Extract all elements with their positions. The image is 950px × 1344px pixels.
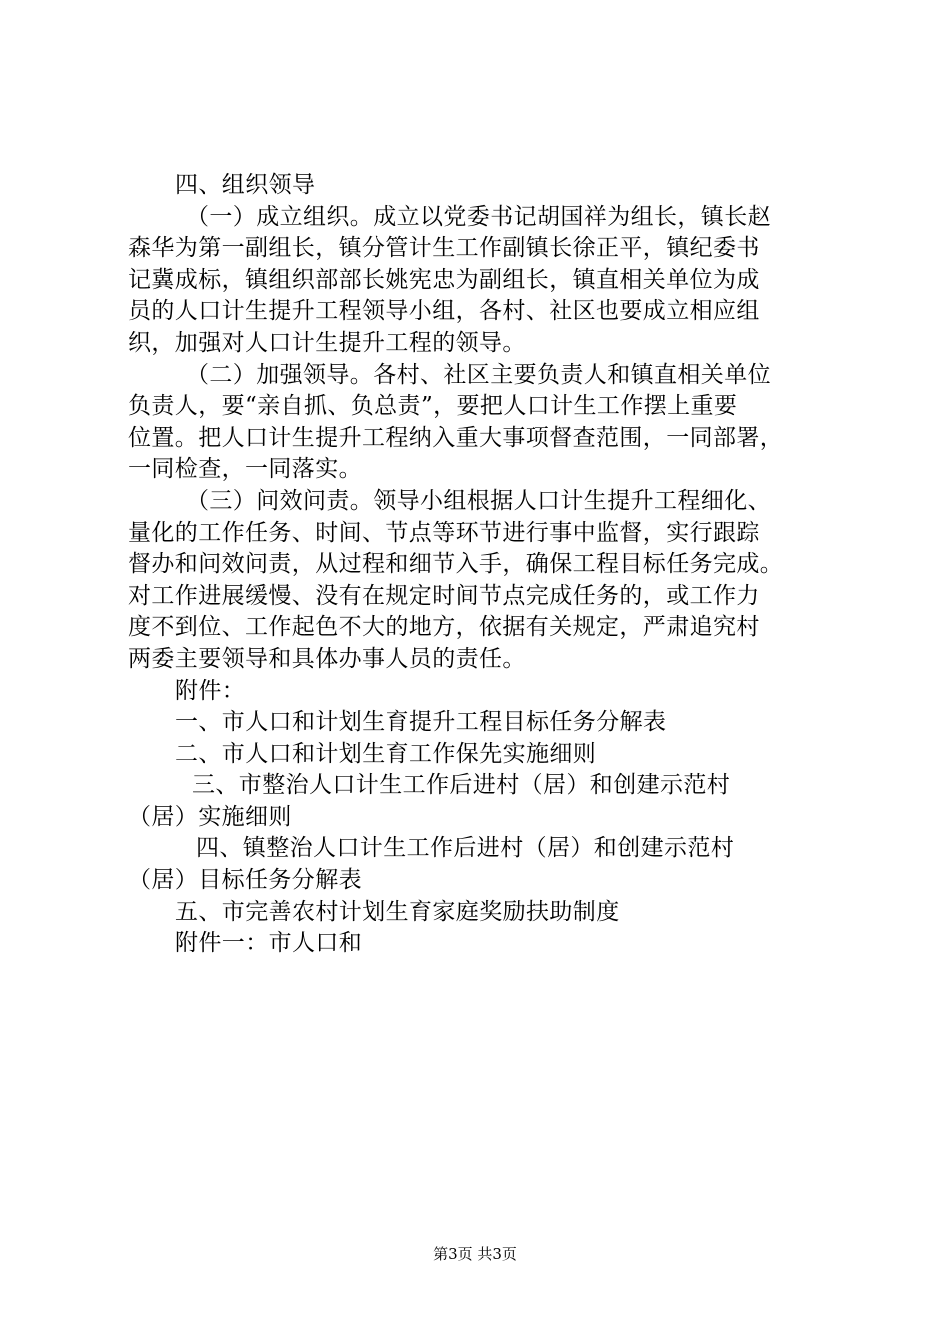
- paragraph-line: 记冀成标，镇组织部部长姚宪忠为副组长，镇直相关单位为成: [128, 266, 760, 293]
- paragraph-line: 度不到位、工作起色不大的地方，依据有关规定，严肃追究村: [128, 614, 760, 641]
- document-body: [128, 170, 833, 960]
- paragraph-line: 两委主要领导和具体办事人员的责任。: [128, 645, 526, 672]
- paragraph-line: 织，加强对人口计生提升工程的领导。: [128, 329, 526, 356]
- attachment-item: 五、市完善农村计划生育家庭奖励扶助制度: [175, 898, 620, 925]
- attachment-item-continued: （居）实施细则: [128, 803, 292, 830]
- paragraph-line: 员的人口计生提升工程领导小组，各村、社区也要成立相应组: [128, 298, 760, 325]
- attachment-subheading: 附件一：市人口和: [175, 930, 363, 957]
- attachment-heading: 附件：: [175, 677, 246, 704]
- paragraph-line: 量化的工作任务、时间、节点等环节进行事中监督，实行跟踪: [128, 519, 760, 546]
- paragraph-line: 位置。把人口计生提升工程纳入重大事项督查范围，一同部署，: [128, 424, 784, 451]
- page-number-footer: 第3页 共3页: [433, 1245, 517, 1263]
- attachment-item: 四、镇整治人口计生工作后进村（居）和创建示范村: [196, 835, 735, 862]
- paragraph-line: 对工作进展缓慢、没有在规定时间节点完成任务的，或工作力: [128, 582, 760, 609]
- attachment-item: 三、市整治人口计生工作后进村（居）和创建示范村: [192, 772, 731, 799]
- paragraph-line: （一）成立组织。成立以党委书记胡国祥为组长，镇长赵: [186, 203, 771, 230]
- attachment-item-continued: （居）目标任务分解表: [128, 867, 362, 894]
- paragraph-line: 一同检查，一同落实。: [128, 456, 362, 483]
- paragraph-line: （三）问效问责。领导小组根据人口计生提升工程细化、: [186, 487, 771, 514]
- paragraph-line: 森华为第一副组长，镇分管计生工作副镇长徐正平，镇纪委书: [128, 235, 760, 262]
- attachment-item: 一、市人口和计划生育提升工程目标任务分解表: [175, 709, 667, 736]
- attachment-item: 二、市人口和计划生育工作保先实施细则: [175, 740, 597, 767]
- section-heading: 四、组织领导: [175, 172, 316, 198]
- paragraph-line: （二）加强领导。各村、社区主要负责人和镇直相关单位: [186, 361, 771, 388]
- paragraph-line: 督办和问效问责，从过程和细节入手，确保工程目标任务完成。: [128, 551, 784, 578]
- paragraph-line: 负责人，要“亲自抓、负总责”，要把人口计生工作摆上重要: [128, 393, 738, 420]
